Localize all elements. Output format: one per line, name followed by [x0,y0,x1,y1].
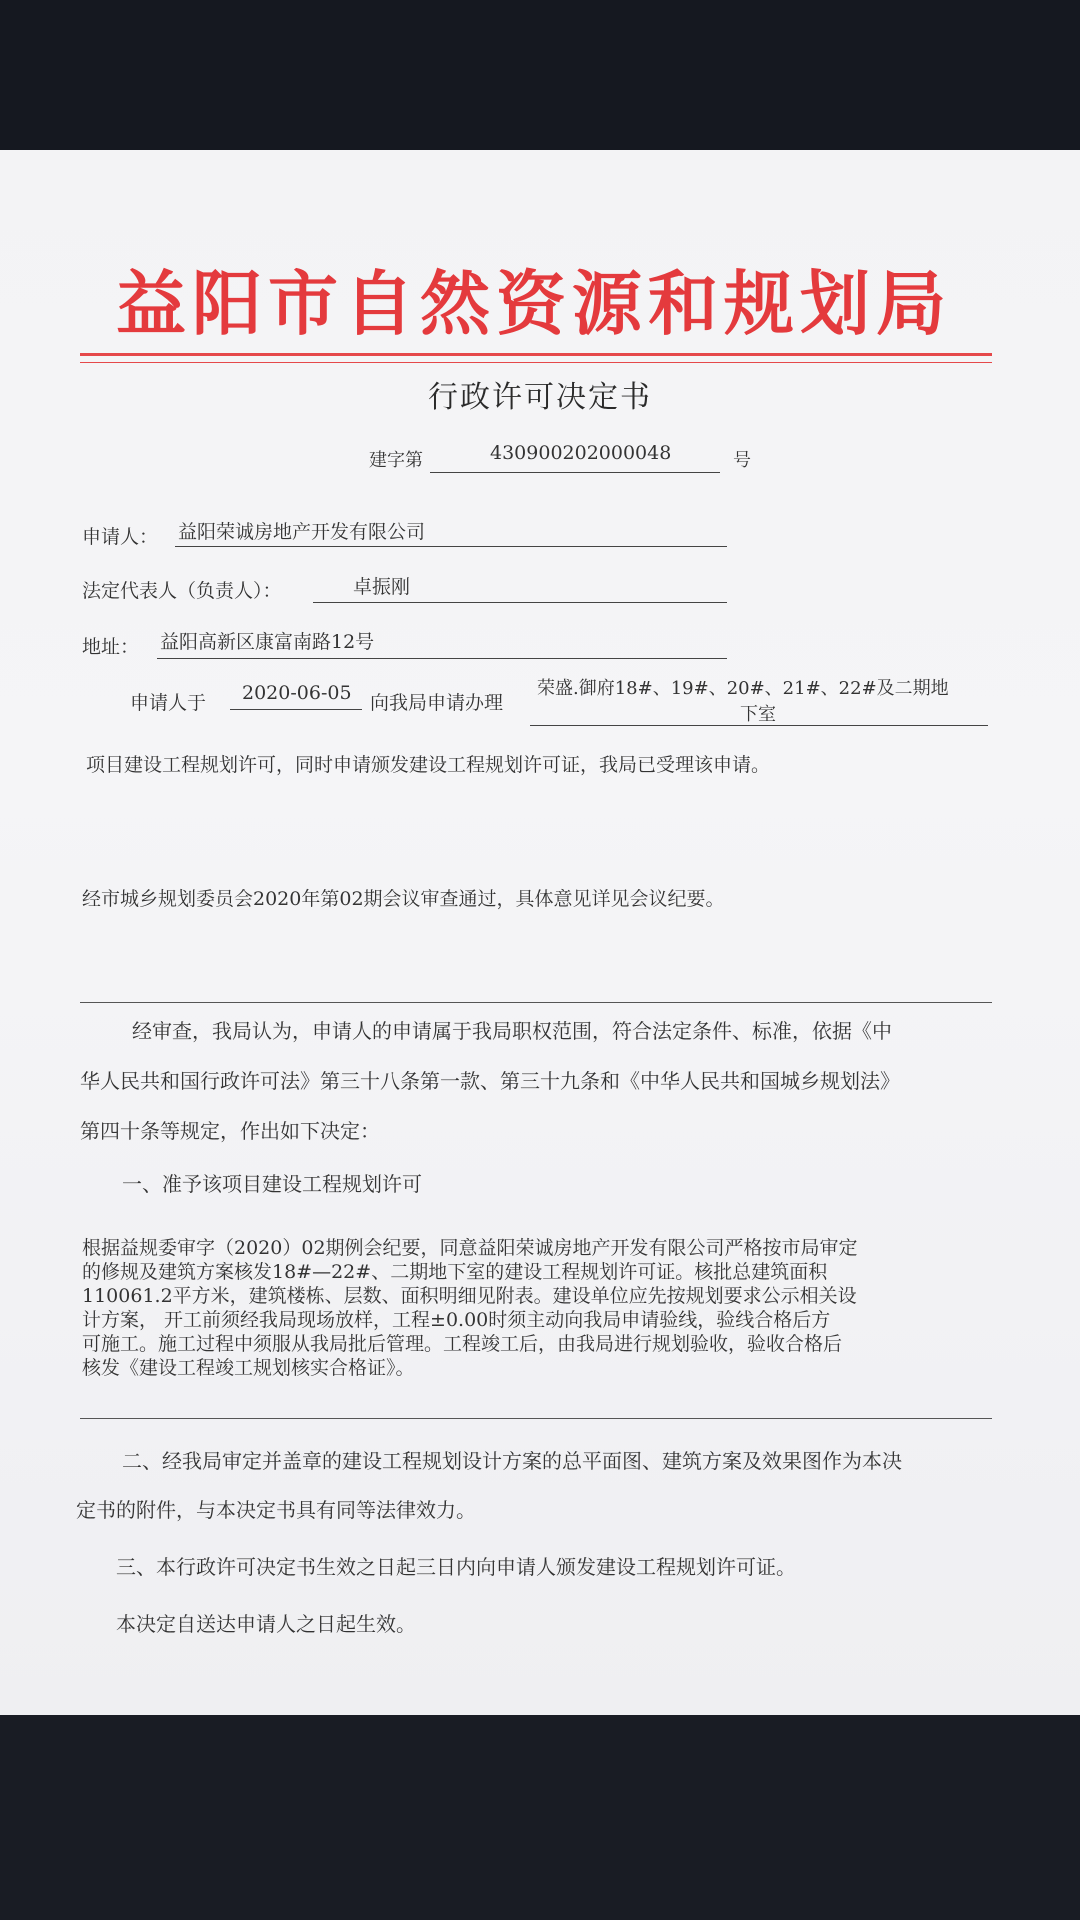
review-line3: 第四十条等规定，作出如下决定： [80,1119,380,1143]
application-lead: 申请人于 [130,692,207,714]
decision-three: 三、本行政许可决定书生效之日起三日内向申请人颁发建设工程规划许可证。 [116,1555,796,1579]
detail-line: 可施工。施工过程中须服从我局批后管理。工程竣工后，由我局进行规划验收，验收合格后 [82,1333,843,1355]
detail-line: 计方案， 开工前须经我局现场放样，工程±0.00时须主动向我局申请验线，验线合格后方 [82,1309,831,1331]
detail-line: 根据益规委审字（2020）02期例会纪要，同意益阳荣诚房地产开发有限公司严格按市局审定 [82,1237,858,1259]
project-name-line1: 荣盛.御府18#、19#、20#、21#、22#及二期地 [537,678,949,699]
dark-background-bottom [0,1715,1080,1920]
detail-line: 核发《建设工程竣工规划核实合格证》。 [82,1357,415,1379]
agency-letterhead: 益阳市自然资源和规划局 [116,262,952,345]
representative-label: 法定代表人（负责人）： [82,580,282,602]
address-value: 益阳高新区康富南路12号 [160,631,375,653]
applicant-underline [175,546,727,547]
detail-line: 110061.2平方米，建筑楼栋、层数、面积明细见附表。建设单位应先按规划要求公示相关设 [82,1285,857,1307]
applicant-label: 申请人： [82,526,159,548]
license-prefix: 建字第 [369,450,423,471]
review-line2: 华人民共和国行政许可法》第三十八条第一款、第三十九条和《中华人民共和国城乡规划法》 [80,1069,900,1093]
applicant-value: 益阳荣诚房地产开发有限公司 [178,521,426,543]
decision-two-line1: 二、经我局审定并盖章的建设工程规划设计方案的总平面图、建筑方案及效果图作为本决 [122,1449,902,1473]
application-date: 2020-06-05 [242,682,352,704]
address-label: 地址： [82,636,140,658]
effective-text: 本决定自送达申请人之日起生效。 [116,1612,416,1636]
application-tail: 项目建设工程规划许可，同时申请颁发建设工程规划许可证，我局已受理该申请。 [86,754,771,776]
section-divider-bottom [80,1418,992,1419]
detail-line: 的修规及建筑方案核发18#—22#、二期地下室的建设工程规划许可证。核批总建筑面积 [82,1261,828,1283]
project-name-line2: 下室 [740,704,776,725]
document-title: 行政许可决定书 [428,380,652,415]
review-line1: 经审查，我局认为，申请人的申请属于我局职权范围，符合法定条件、标准，依据《中 [132,1019,892,1043]
decision-two-line2: 定书的附件，与本决定书具有同等法律效力。 [76,1498,476,1522]
address-underline [157,658,727,659]
project-name-underline [530,725,988,726]
letterhead-rule-thick [80,353,992,356]
license-suffix: 号 [733,450,751,471]
representative-value: 卓振刚 [353,576,411,598]
application-date-underline [230,709,362,710]
committee-text: 经市城乡规划委员会2020年第02期会议审查通过，具体意见详见会议纪要。 [82,888,725,910]
representative-underline [313,602,727,603]
application-mid: 向我局申请办理 [370,692,504,714]
license-number-underline [430,472,720,473]
section-divider-top [80,1002,992,1003]
dark-background-top [0,0,1080,160]
license-number: 430900202000048 [490,442,672,464]
decision-one: 一、准予该项目建设工程规划许可 [122,1172,422,1196]
letterhead-rule-thin [80,362,992,363]
